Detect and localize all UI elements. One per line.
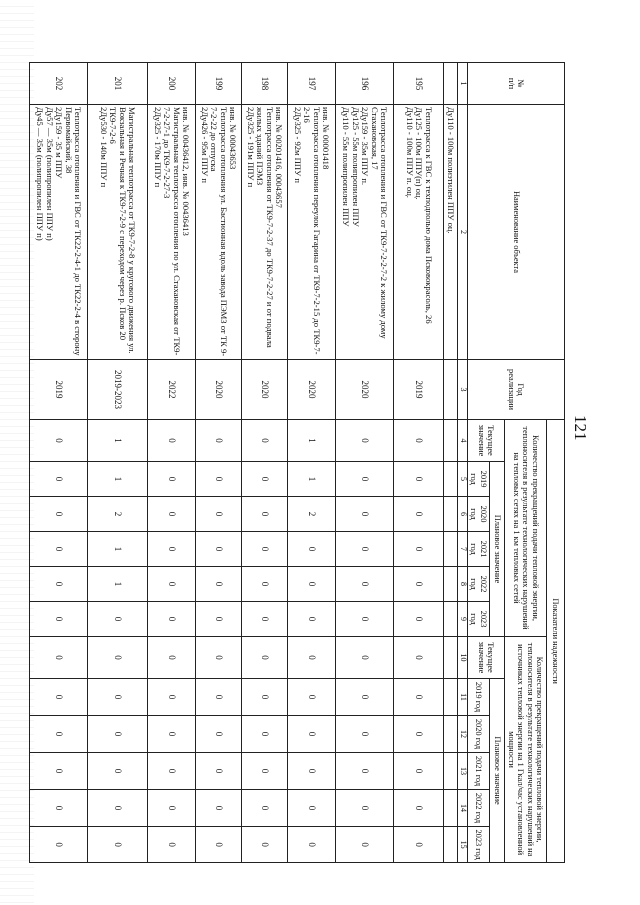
index-cell: 12 bbox=[458, 716, 468, 753]
indicator-value: 0 bbox=[30, 827, 88, 863]
indicator-value: 0 bbox=[148, 753, 196, 790]
indicator-value bbox=[444, 497, 458, 532]
indicator-value: 0 bbox=[196, 462, 242, 497]
indicator-value: 0 bbox=[242, 497, 288, 532]
indicator-value: 1 bbox=[88, 420, 148, 462]
indicator-value: 0 bbox=[88, 827, 148, 863]
indicator-value: 0 bbox=[336, 827, 394, 863]
row-number: 199 bbox=[196, 63, 242, 105]
indicator-value: 0 bbox=[394, 753, 444, 790]
table-row bbox=[196, 63, 242, 863]
indicator-value: 0 bbox=[30, 497, 88, 532]
indicator-value: 0 bbox=[196, 790, 242, 827]
implementation-year: 2020 bbox=[196, 360, 242, 420]
indicator-value: 0 bbox=[336, 497, 394, 532]
indicator-value bbox=[444, 790, 458, 827]
year-cell: 2023 год bbox=[468, 602, 490, 637]
indicator-value: 0 bbox=[242, 679, 288, 716]
indicator-value: 0 bbox=[30, 753, 88, 790]
indicator-value: 1 bbox=[88, 532, 148, 567]
indicator-value: 0 bbox=[148, 716, 196, 753]
indicator-value: 0 bbox=[336, 716, 394, 753]
indicator-value: 0 bbox=[242, 420, 288, 462]
year-cell: 2021 год bbox=[468, 753, 490, 790]
index-cell: 7 bbox=[458, 532, 468, 567]
indicator-value: 0 bbox=[196, 637, 242, 679]
indicator-value: 0 bbox=[242, 602, 288, 637]
object-name: инв. № 00043653 Теплотрасса отопления ул. Бастионная вдоль завода ПЭМЗ от ТК 9-7-2-22 до отпуска 2Ду426 - 95м ППУ п bbox=[196, 105, 242, 360]
year-cell: 2020 год bbox=[468, 716, 490, 753]
indicator-value: 0 bbox=[288, 827, 336, 863]
table-viewport bbox=[35, 62, 565, 862]
indicator-value: 0 bbox=[30, 679, 88, 716]
index-cell: 8 bbox=[458, 567, 468, 602]
indicator-value: 2 bbox=[288, 497, 336, 532]
implementation-year: 2020 bbox=[288, 360, 336, 420]
indicator-value: 1 bbox=[88, 567, 148, 602]
indicator-value: 0 bbox=[336, 790, 394, 827]
indicator-value: 0 bbox=[242, 532, 288, 567]
index-cell: 11 bbox=[458, 679, 468, 716]
header-planned-1: Плановое значение bbox=[490, 462, 505, 637]
row-number: 202 bbox=[30, 63, 88, 105]
year-cell: 2022 год bbox=[468, 567, 490, 602]
indicator-value: 0 bbox=[242, 753, 288, 790]
object-name: инв. № 00201416, 00043657 Теплотрасса отопления от ТК9-7-2-37 до ТК9-7-2-27 и от подвала жилых зданий ПЭМЗ 2Ду325 - 191м ППУ п bbox=[242, 105, 288, 360]
indicator-value: 0 bbox=[336, 602, 394, 637]
indicator-value: 0 bbox=[148, 827, 196, 863]
indicator-value: 0 bbox=[288, 532, 336, 567]
object-name: инв. № 00001418 Теплотрасса отопления переулок Гагарина от ТК9-7-2-15 до ТК9-7-2-16 2Ду325 - 92м ППУ п bbox=[288, 105, 336, 360]
indicator-value: 0 bbox=[288, 602, 336, 637]
indicator-value: 0 bbox=[88, 716, 148, 753]
header-indicators: Показатели надежности bbox=[547, 420, 565, 863]
indicator-value: 0 bbox=[394, 532, 444, 567]
implementation-year: 2019-2023 bbox=[88, 360, 148, 420]
indicator-value: 0 bbox=[196, 567, 242, 602]
row-number: 201 bbox=[88, 63, 148, 105]
object-name: Теплотрасса отопления и ГВС от ТК9-7-2-2-7-2 к жилому дому Стахановская, 17 2Ду159 - 35м ППУ п. Ду125 - 55м полипропилен ППУ Ду110 - 55м полипропилен ППУ bbox=[336, 105, 394, 360]
year-cell: 2019 год bbox=[468, 462, 490, 497]
indicator-value: 1 bbox=[288, 462, 336, 497]
row-number: 200 bbox=[148, 63, 196, 105]
indicator-value: 0 bbox=[30, 420, 88, 462]
indicator-value: 0 bbox=[148, 790, 196, 827]
indicator-value: 0 bbox=[336, 420, 394, 462]
indicator-value: 0 bbox=[336, 532, 394, 567]
indicator-value: 0 bbox=[30, 602, 88, 637]
implementation-year: 2019 bbox=[394, 360, 444, 420]
reliability-table bbox=[29, 62, 565, 863]
indicator-value: 0 bbox=[88, 753, 148, 790]
index-cell: 2 bbox=[458, 105, 468, 360]
indicator-value: 0 bbox=[196, 532, 242, 567]
header-name: Наименование объекта bbox=[468, 105, 565, 360]
indicator-value: 0 bbox=[148, 497, 196, 532]
page-number: 121 bbox=[571, 415, 590, 441]
indicator-value: 0 bbox=[336, 462, 394, 497]
indicator-value: 0 bbox=[242, 827, 288, 863]
indicator-value: 0 bbox=[148, 679, 196, 716]
indicator-value: 0 bbox=[148, 532, 196, 567]
indicator-value: 0 bbox=[148, 420, 196, 462]
indicator-value: 0 bbox=[242, 790, 288, 827]
header-current-2: Текущее значение bbox=[468, 637, 505, 679]
header-group-networks: Количество прекращений подачи тепловой энергии, теплоносителя в результате технологических нарушений на тепловых сетях на 1 км тепловых сетей bbox=[505, 420, 547, 637]
indicator-value: 1 bbox=[88, 462, 148, 497]
indicator-value: 0 bbox=[196, 827, 242, 863]
table-row bbox=[336, 63, 394, 863]
table-row bbox=[394, 63, 444, 863]
indicator-value: 0 bbox=[394, 790, 444, 827]
indicator-value bbox=[444, 602, 458, 637]
indicator-value: 0 bbox=[148, 637, 196, 679]
column-index-row bbox=[458, 63, 468, 863]
indicator-value: 0 bbox=[394, 637, 444, 679]
indicator-value: 0 bbox=[196, 716, 242, 753]
table-row bbox=[242, 63, 288, 863]
indicator-value: 2 bbox=[88, 497, 148, 532]
object-name: Ду110 - 100м полиэтилен ППУ оц. bbox=[444, 105, 458, 360]
indicator-value: 0 bbox=[288, 716, 336, 753]
indicator-value: 0 bbox=[196, 679, 242, 716]
object-name: Теплотрасса отопления и ГВС от ТК22-2-4-1 до ТК22-2-4 в сторону Первомайский, 38 2Ду159 - 35 м ППУ Ду57 — 35м (полипропилен ППУ п) Ду45 — 35м (полипропилен ППУ п) bbox=[30, 105, 88, 360]
indicator-value: 0 bbox=[394, 827, 444, 863]
table-row bbox=[444, 63, 458, 863]
header-group-sources: Количество прекращений подачи тепловой энергии, теплоносителя в результате технологических нарушений на источниках тепловой энергии на 1 Гкал/час установленной мощности bbox=[505, 637, 547, 863]
row-number: 195 bbox=[394, 63, 444, 105]
indicator-value: 0 bbox=[288, 790, 336, 827]
indicator-value: 0 bbox=[394, 679, 444, 716]
table-row bbox=[288, 63, 336, 863]
row-number bbox=[444, 63, 458, 105]
table-body bbox=[30, 63, 458, 863]
indicator-value bbox=[444, 637, 458, 679]
indicator-value: 0 bbox=[336, 637, 394, 679]
implementation-year: 2020 bbox=[242, 360, 288, 420]
header-year: Год реализации bbox=[468, 360, 565, 420]
indicator-value: 0 bbox=[30, 567, 88, 602]
indicator-value: 0 bbox=[288, 753, 336, 790]
indicator-value: 1 bbox=[288, 420, 336, 462]
row-number: 196 bbox=[336, 63, 394, 105]
indicator-value: 0 bbox=[394, 420, 444, 462]
indicator-value: 0 bbox=[30, 637, 88, 679]
indicator-value: 0 bbox=[30, 716, 88, 753]
indicator-value: 0 bbox=[196, 497, 242, 532]
index-cell: 3 bbox=[458, 360, 468, 420]
object-name: Теплотрасса к ГВС к техподполью дома Псковокрасоль, 26 Ду125 - 100м ППУ(п) оц. Ду110 - 100м ППУ п. оц. bbox=[394, 105, 444, 360]
row-number: 198 bbox=[242, 63, 288, 105]
indicator-value: 0 bbox=[88, 602, 148, 637]
indicator-value: 0 bbox=[336, 679, 394, 716]
year-cell: 2020 год bbox=[468, 497, 490, 532]
indicator-value: 0 bbox=[30, 462, 88, 497]
row-number: 197 bbox=[288, 63, 336, 105]
indicator-value: 0 bbox=[196, 420, 242, 462]
indicator-value: 0 bbox=[288, 679, 336, 716]
indicator-value: 0 bbox=[336, 567, 394, 602]
indicator-value bbox=[444, 679, 458, 716]
indicator-value: 0 bbox=[242, 716, 288, 753]
indicator-value: 0 bbox=[30, 532, 88, 567]
indicator-value: 0 bbox=[242, 567, 288, 602]
index-cell: 1 bbox=[458, 63, 468, 105]
indicator-value: 0 bbox=[394, 716, 444, 753]
index-cell: 13 bbox=[458, 753, 468, 790]
indicator-value: 0 bbox=[196, 753, 242, 790]
implementation-year: 2019 bbox=[30, 360, 88, 420]
indicator-value: 0 bbox=[336, 753, 394, 790]
indicator-value: 0 bbox=[88, 679, 148, 716]
indicator-value: 0 bbox=[288, 637, 336, 679]
header-planned-2: Плановое значение bbox=[490, 679, 505, 863]
indicator-value bbox=[444, 567, 458, 602]
indicator-value: 0 bbox=[148, 567, 196, 602]
rotated-table-sheet bbox=[35, 62, 565, 862]
indicator-value bbox=[444, 532, 458, 567]
indicator-value bbox=[444, 462, 458, 497]
year-cell: 2023 год bbox=[468, 827, 490, 863]
header-no: № п/п bbox=[468, 63, 565, 105]
indicator-value: 0 bbox=[88, 637, 148, 679]
indicator-value: 0 bbox=[242, 462, 288, 497]
table-row bbox=[30, 63, 88, 863]
indicator-value: 0 bbox=[196, 602, 242, 637]
header-current-1: Текущее значение bbox=[468, 420, 505, 462]
indicator-value bbox=[444, 827, 458, 863]
object-name: инв. № 00436412, инв. № 00436413 Магистральная теплотрасса отопления по ул. Стахановская от ТК9-7-2-27-1 до ТК9-7-2-27-3 2Ду325 - 170м ППУ п bbox=[148, 105, 196, 360]
indicator-value: 0 bbox=[242, 637, 288, 679]
index-cell: 9 bbox=[458, 602, 468, 637]
index-cell: 15 bbox=[458, 827, 468, 863]
implementation-year bbox=[444, 360, 458, 420]
year-cell: 2021 год bbox=[468, 532, 490, 567]
year-cell: 2022 год bbox=[468, 790, 490, 827]
index-cell: 4 bbox=[458, 420, 468, 462]
indicator-value: 0 bbox=[394, 602, 444, 637]
implementation-year: 2020 bbox=[336, 360, 394, 420]
index-cell: 6 bbox=[458, 497, 468, 532]
implementation-year: 2022 bbox=[148, 360, 196, 420]
index-cell: 14 bbox=[458, 790, 468, 827]
indicator-value bbox=[444, 753, 458, 790]
indicator-value bbox=[444, 716, 458, 753]
indicator-value bbox=[444, 420, 458, 462]
object-name: Магистральная теплотрасса от ТК9-7-2-8 у кругового движения ул. Вокзальная и Речная к ТК9-7-2-9 с переходом через р. Псков 20 ТК9-7-2-6 2Ду530 - 140м ППУ п bbox=[88, 105, 148, 360]
indicator-value: 0 bbox=[288, 567, 336, 602]
table-row bbox=[88, 63, 148, 863]
indicator-value: 0 bbox=[394, 497, 444, 532]
index-cell: 10 bbox=[458, 637, 468, 679]
index-cell: 5 bbox=[458, 462, 468, 497]
indicator-value: 0 bbox=[148, 462, 196, 497]
indicator-value: 0 bbox=[88, 790, 148, 827]
indicator-value: 0 bbox=[148, 602, 196, 637]
year-cell: 2019 год bbox=[468, 679, 490, 716]
indicator-value: 0 bbox=[394, 462, 444, 497]
indicator-value: 0 bbox=[394, 567, 444, 602]
table-row bbox=[148, 63, 196, 863]
indicator-value: 0 bbox=[30, 790, 88, 827]
